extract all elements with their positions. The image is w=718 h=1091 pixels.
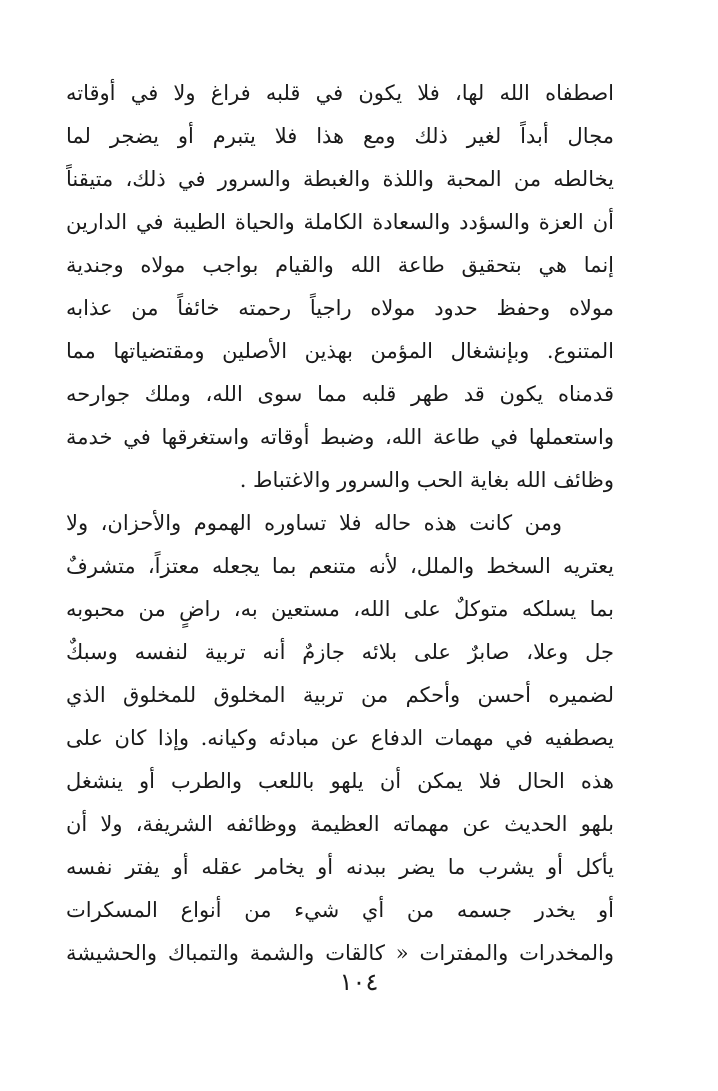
text-line: يصطفيه في مهمات الدفاع عن مبادئه وكيانه. وإذا كان على: [66, 726, 614, 750]
text-line: ومن كانت هذه حاله فلا تساوره الهموم والأحزان، ولا: [66, 511, 562, 535]
text-line: والمخدرات والمفترات « كالقات والشمة والتمباك والحشيشة: [66, 941, 614, 965]
text-line: يعتريه السخط والملل، لأنه متنعم بما يجعله معتزاً، متشرفٌ: [66, 554, 614, 578]
text-line: لضميره أحسن وأحكم من تربية المخلوق للمخلوق الذي: [66, 683, 614, 707]
text-line: إنما هي بتحقيق طاعة الله والقيام بواجب مولاه وجندية: [66, 253, 614, 277]
text-line: بما يسلكه متوكلٌ على الله، مستعين به، راضٍ من محبوبه: [66, 597, 614, 621]
text-line: وظائف الله بغاية الحب والسرور والاغتباط .: [239, 468, 614, 492]
page-number: ١٠٤: [339, 968, 379, 996]
paragraph-1: [66, 72, 614, 502]
paragraph-2: [66, 502, 614, 975]
text-line: المتنوع. وبإنشغال المؤمن بهذين الأصلين ومقتضياتها مما: [66, 339, 614, 363]
text-line: يأكل أو يشرب ما يضر ببدنه أو يخامر عقله أو يفتر نفسه: [66, 855, 614, 879]
text-line: مجال أبداً لغير ذلك ومع هذا فلا يتبرم أو يضجر لما: [66, 124, 614, 148]
text-line: اصطفاه الله لها، فلا يكون في قلبه فراغ ولا في أوقاته: [66, 81, 614, 105]
text-line: مولاه وحفظ حدود مولاه راجياً رحمته خائفاً من عذابه: [66, 296, 614, 320]
text-line: أو يخدر جسمه من أي شيء من أنواع المسكرات: [66, 898, 614, 922]
text-line: هذه الحال فلا يمكن أن يلهو باللعب والطرب أو ينشغل: [66, 769, 614, 793]
text-line: جل وعلا، صابرٌ على بلائه جازمٌ أنه تربية لنفسه وسبكٌ: [66, 640, 614, 664]
text-line: يخالطه من المحبة واللذة والغبطة والسرور في ذلك، متيقناً: [66, 167, 614, 191]
text-line: بلهو الحديث عن مهماته العظيمة ووظائفه الشريفة، ولا أن: [66, 812, 614, 836]
text-line: قدمناه يكون قد طهر قلبه مما سوى الله، وملك جوارحه: [66, 382, 614, 406]
text-line: واستعملها في طاعة الله، وضبط أوقاته واستغرقها في خدمة: [66, 425, 614, 449]
text-line: أن العزة والسؤدد والسعادة الكاملة والحياة الطيبة في الدارين: [66, 210, 614, 234]
